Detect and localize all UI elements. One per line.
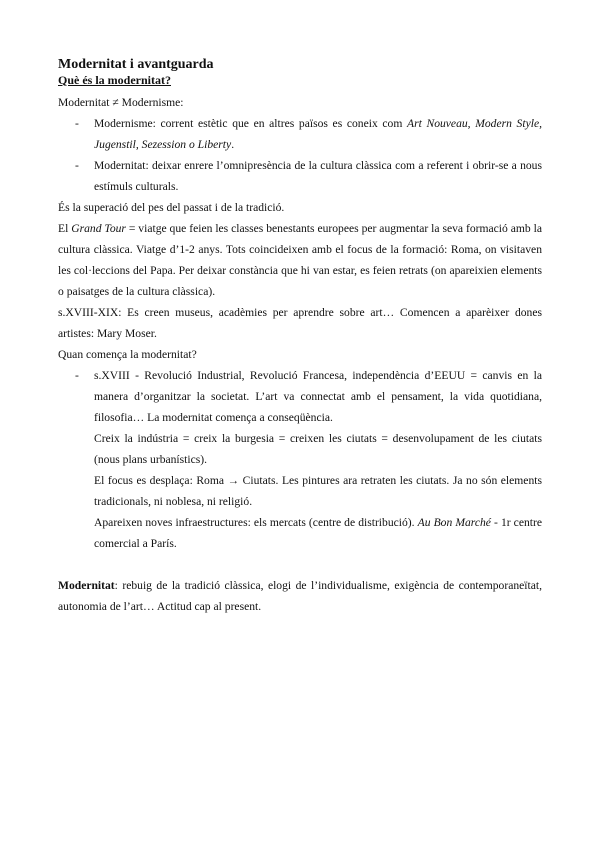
infra-text-end: - 1r centre comercial a París.: [94, 516, 542, 550]
list-item-text: Modernitat: deixar enrere l’omnipresència de la cultura clàssica com a referent i obrir-se a nous estímuls culturals.: [94, 159, 542, 193]
list-item: [58, 155, 542, 197]
grand-tour-italic: Grand Tour: [71, 222, 126, 235]
modernitat-list: [58, 365, 542, 428]
definicio-paragraph: [58, 575, 542, 617]
document-title: Modernitat i avantguarda: [58, 57, 214, 72]
grand-tour-start: El: [58, 222, 72, 235]
list-item-text: Modernisme: corrent estètic que en altres països es coneix com: [94, 117, 407, 130]
list-item-text-end: .: [231, 138, 235, 151]
sxviii-xix-paragraph: s.XVIII-XIX: Es creen museus, acadèmies per aprendre sobre art… Comencen a aparèixer dones artistes: Mary Moser.: [58, 306, 542, 340]
grand-tour-text: = viatge que feien les classes benestants europees per augmentar la seva formació amb la cultura clàssica. Viatge d’1-2 anys. Tots coincideixen amb el focus de la formació: Roma, on visitaven les col·leccions del Papa. Per deixar constància que hi van estar, es feien retrats (on apareixien elements o paisatges de la cultura clàssica).: [58, 222, 542, 298]
dash-marker: -: [75, 117, 79, 130]
definicio-text: : rebuig de la tradició clàssica, elogi de l’individualisme, exigència de contemporaneïtat, autonomia de l’art… Actitud cap al present.: [58, 579, 542, 613]
list-item-italic: Art Nouveau, Modern Style, Jugenstil, Sezession o Liberty: [94, 117, 542, 151]
superacio-line: És la superació del pes del passat i de la tradició.: [58, 201, 285, 214]
modernisme-list: [58, 113, 542, 197]
grand-tour-paragraph: [58, 218, 542, 302]
dash-marker: -: [75, 159, 79, 172]
section-subtitle: Què és la modernitat?: [58, 73, 171, 87]
indented-paragraph-infraestructures: [58, 512, 542, 554]
indented-paragraph-focus: El focus es desplaça: Roma → Ciutats. Les pintures ara retraten les ciutats. Ja no són elements tradicionals, ni noblesa, ni religió.: [94, 474, 542, 508]
list-item: [58, 113, 542, 155]
blank-line: [58, 554, 542, 575]
list-item: [58, 365, 542, 428]
infra-text: Apareixen noves infraestructures: els mercats (centre de distribució).: [94, 516, 418, 529]
quan-question: Quan comença la modernitat?: [58, 348, 197, 361]
document-page: [58, 57, 542, 617]
au-bon-marche-italic: Au Bon Marché: [417, 516, 491, 529]
indented-paragraph-industria: Creix la indústria = creix la burgesia = creixen les ciutats = desenvolupament de les ciutats (nous plans urbanístics).: [94, 432, 542, 466]
intro-line: Modernitat ≠ Modernisme:: [58, 96, 184, 109]
definicio-term: Modernitat: [58, 579, 115, 592]
list-item-text: s.XVIII - Revolució Industrial, Revolució Francesa, independència d’EEUU = canvis en la manera d’organitzar la societat. L’art va connectat amb el pensament, la vida quotidiana, filosofia… La modernitat comença a conseqüència.: [94, 369, 542, 424]
dash-marker: -: [75, 369, 79, 382]
